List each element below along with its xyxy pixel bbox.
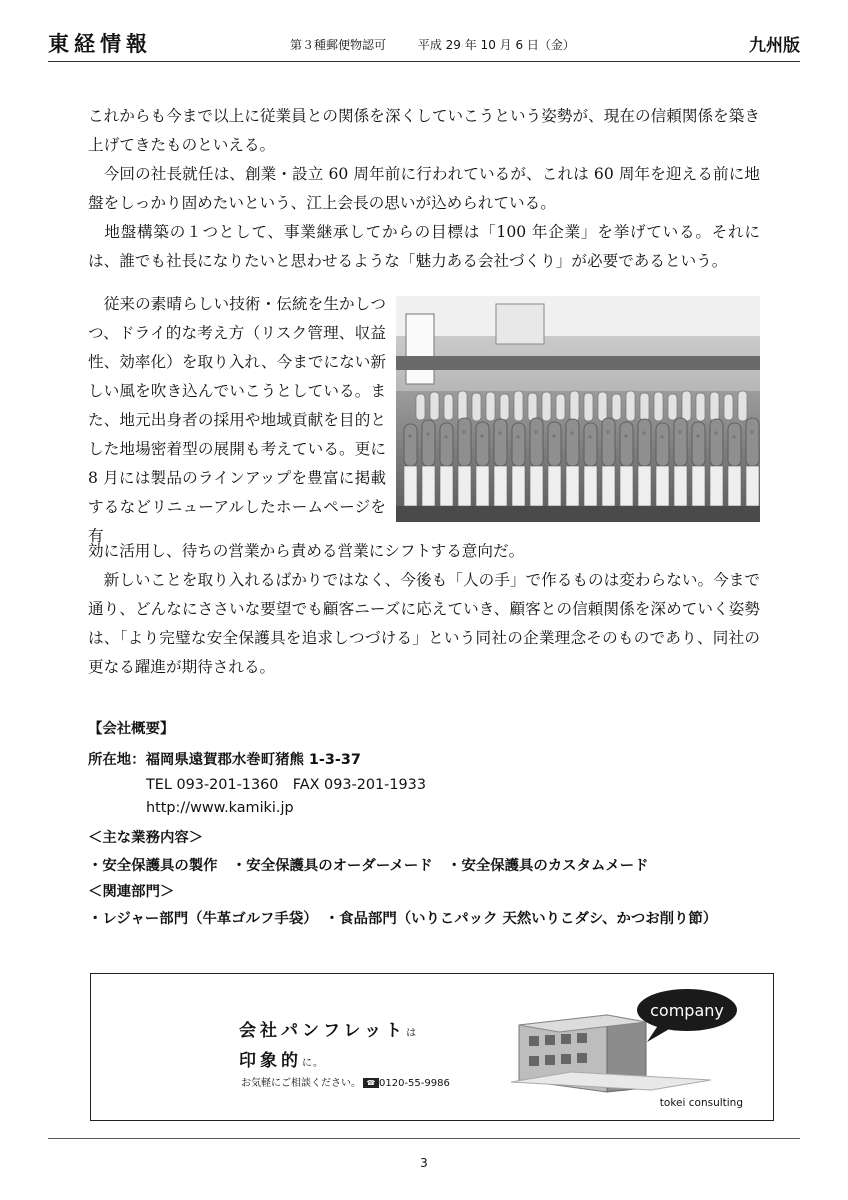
article-paragraph-1: これからも今まで以上に従業員との関係を深くしていこうという姿勢が、現在の信頼関係を築き上げてきたものといえる。 — [88, 107, 760, 154]
issue-date: 平成 29 年 10 月 6 日（金） — [417, 38, 575, 52]
profile-heading: 【会社概要】 — [88, 721, 175, 737]
profile-tel-fax: TEL 093-201-1360 FAX 093-201-1933 — [146, 777, 426, 793]
ad-headline-1: 会社パンフレットは — [239, 1021, 418, 1041]
building-illustration — [511, 980, 741, 1105]
related-items: ・レジャー部門（牛革ゴルフ手袋） ・食品部門（いりこパック 天然いりこダシ、かつお削り節） — [88, 911, 718, 927]
ad-headline-2: 印象的に。 — [239, 1051, 324, 1071]
header-meta — [290, 36, 603, 53]
ad-brand: tokei consulting — [659, 1097, 743, 1109]
postal-permit: 第３種郵便物認可 — [290, 38, 387, 52]
profile-address: 所在地：福岡県遠賀郡水巻町猪熊 1-3-37 — [88, 752, 361, 768]
page-header — [48, 28, 800, 62]
profile-url[interactable]: http://www.kamiki.jp — [146, 800, 294, 816]
ad-phone-number: 0120-55-9986 — [379, 1078, 450, 1089]
business-heading: ＜主な業務内容＞ — [88, 830, 204, 846]
article-paragraph-4-continued: 効に活用し、待ちの営業から責める営業にシフトする意向だ。 — [88, 542, 525, 560]
business-items: ・安全保護具の製作 ・安全保護具のオーダーメード ・安全保護具のカスタムメード — [88, 858, 649, 874]
article-paragraph-2: 今回の社長就任は、創業・設立 60 周年前に行われているが、これは 60 周年を迎える前に地盤をしっかり固めたいという、江上会長の思いが込められている。 — [88, 165, 760, 212]
article-paragraph-5: 新しいことを取り入れるばかりではなく、今後も「人の手」で作るものは変わらない。今まで通り、どんなにささいな要望でも顧客ニーズに応えていき、顧客との信頼関係を深めていく姿勢は、「より完璧な安全保護具を追求しつづける」という同社の企業理念そのものであり、同社の更なる躍進が期待される。 — [88, 571, 760, 676]
article-paragraph-4: 従来の素晴らしい技術・伝統を生かしつつ、ドライ的な考え方（リスク管理、収益性、効率化）を取り入れ、今までにない新しい風を吹き込んでいこうとしている。また、地元出身者の採用や地域貢献を目的とした地場密着型の展開も考えている。更に 8 月には製品のラインアップを豊富に掲載するなどリニューアルしたホームページを有 — [88, 295, 386, 545]
factory-gloves-photo — [396, 296, 760, 522]
header-divider — [48, 61, 800, 62]
phone-icon: ☎ — [363, 1078, 379, 1088]
edition-label: 九州版 — [749, 36, 800, 56]
page-number: 3 — [420, 1156, 428, 1170]
advertisement-box — [90, 973, 774, 1121]
footer-divider — [48, 1138, 800, 1139]
related-heading: ＜関連部門＞ — [88, 884, 175, 900]
speech-bubble-text: company — [650, 1001, 724, 1020]
masthead: 東経情報 — [48, 31, 152, 56]
ad-contact: お気軽にご相談ください。 ☎ 0120-55-9986 — [241, 1078, 450, 1089]
article-paragraph-3: 地盤構築の１つとして、事業継承してからの目標は「100 年企業」を挙げている。それには、誰でも社長になりたいと思わせるような「魅力ある会社づくり」が必要であるという。 — [88, 223, 760, 270]
